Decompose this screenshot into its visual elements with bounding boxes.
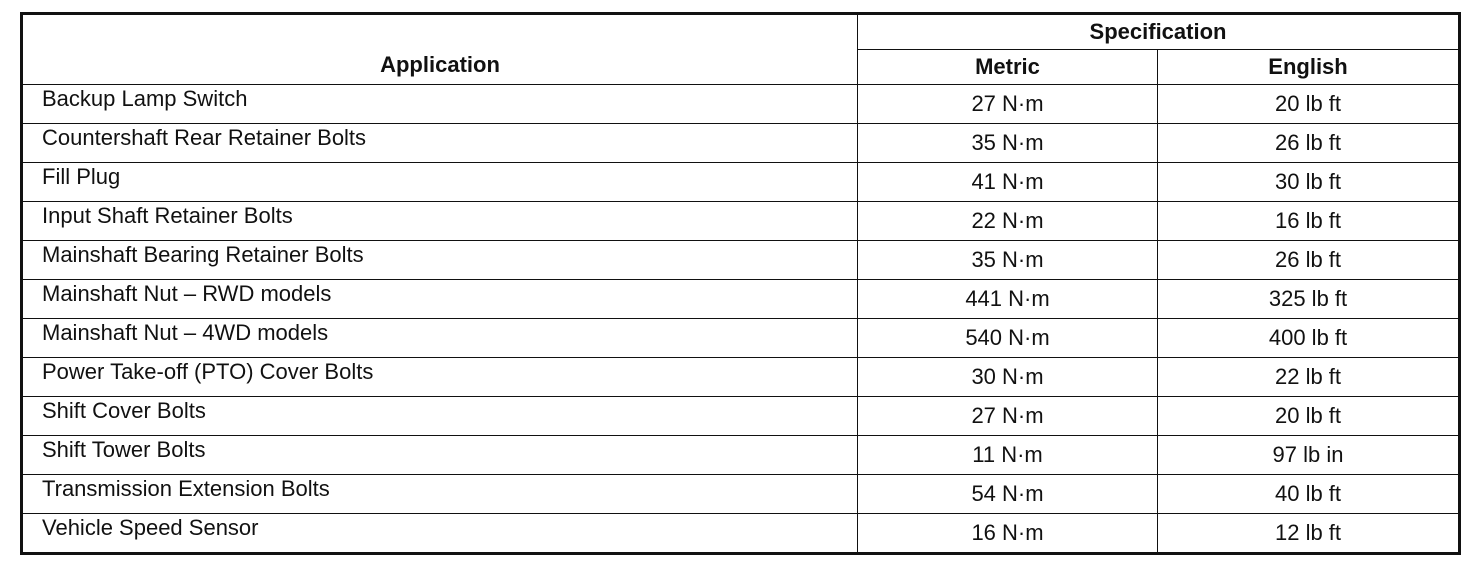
english-value-cell: 26 lb ft	[1158, 241, 1460, 280]
specification-group-header: Specification	[858, 14, 1460, 50]
application-cell: Power Take-off (PTO) Cover Bolts	[22, 358, 858, 397]
table-row	[22, 85, 1460, 124]
application-cell: Mainshaft Nut – RWD models	[22, 280, 858, 319]
metric-value-cell: 22 N·m	[858, 202, 1158, 241]
table-row	[22, 475, 1460, 514]
metric-value-cell: 540 N·m	[858, 319, 1158, 358]
english-value-cell: 325 lb ft	[1158, 280, 1460, 319]
application-cell: Countershaft Rear Retainer Bolts	[22, 124, 858, 163]
english-value-cell: 12 lb ft	[1158, 514, 1460, 554]
metric-value-cell: 35 N·m	[858, 241, 1158, 280]
english-column-header: English	[1158, 50, 1460, 85]
english-value-cell: 40 lb ft	[1158, 475, 1460, 514]
application-cell: Shift Tower Bolts	[22, 436, 858, 475]
english-value-cell: 400 lb ft	[1158, 319, 1460, 358]
table-row	[22, 124, 1460, 163]
application-cell: Mainshaft Nut – 4WD models	[22, 319, 858, 358]
english-value-cell: 22 lb ft	[1158, 358, 1460, 397]
english-value-cell: 20 lb ft	[1158, 397, 1460, 436]
table-row	[22, 241, 1460, 280]
header-row-top	[22, 14, 1460, 50]
metric-value-cell: 27 N·m	[858, 397, 1158, 436]
application-cell: Transmission Extension Bolts	[22, 475, 858, 514]
application-column-header: Application	[22, 14, 858, 85]
english-value-cell: 26 lb ft	[1158, 124, 1460, 163]
fastener-specifications-table	[20, 12, 1461, 555]
metric-value-cell: 16 N·m	[858, 514, 1158, 554]
table-row	[22, 280, 1460, 319]
english-value-cell: 30 lb ft	[1158, 163, 1460, 202]
table-row	[22, 436, 1460, 475]
table-row	[22, 397, 1460, 436]
metric-value-cell: 30 N·m	[858, 358, 1158, 397]
application-cell: Vehicle Speed Sensor	[22, 514, 858, 554]
english-value-cell: 20 lb ft	[1158, 85, 1460, 124]
table-header	[22, 14, 1460, 85]
metric-value-cell: 41 N·m	[858, 163, 1158, 202]
english-value-cell: 16 lb ft	[1158, 202, 1460, 241]
metric-value-cell: 54 N·m	[858, 475, 1158, 514]
table-row	[22, 163, 1460, 202]
table-row	[22, 319, 1460, 358]
english-value-cell: 97 lb in	[1158, 436, 1460, 475]
table-row	[22, 514, 1460, 554]
metric-value-cell: 441 N·m	[858, 280, 1158, 319]
table-row	[22, 202, 1460, 241]
table-body	[22, 85, 1460, 554]
metric-column-header: Metric	[858, 50, 1158, 85]
metric-value-cell: 11 N·m	[858, 436, 1158, 475]
application-cell: Input Shaft Retainer Bolts	[22, 202, 858, 241]
application-cell: Fill Plug	[22, 163, 858, 202]
application-cell: Mainshaft Bearing Retainer Bolts	[22, 241, 858, 280]
table-row	[22, 358, 1460, 397]
metric-value-cell: 27 N·m	[858, 85, 1158, 124]
application-cell: Shift Cover Bolts	[22, 397, 858, 436]
metric-value-cell: 35 N·m	[858, 124, 1158, 163]
application-cell: Backup Lamp Switch	[22, 85, 858, 124]
